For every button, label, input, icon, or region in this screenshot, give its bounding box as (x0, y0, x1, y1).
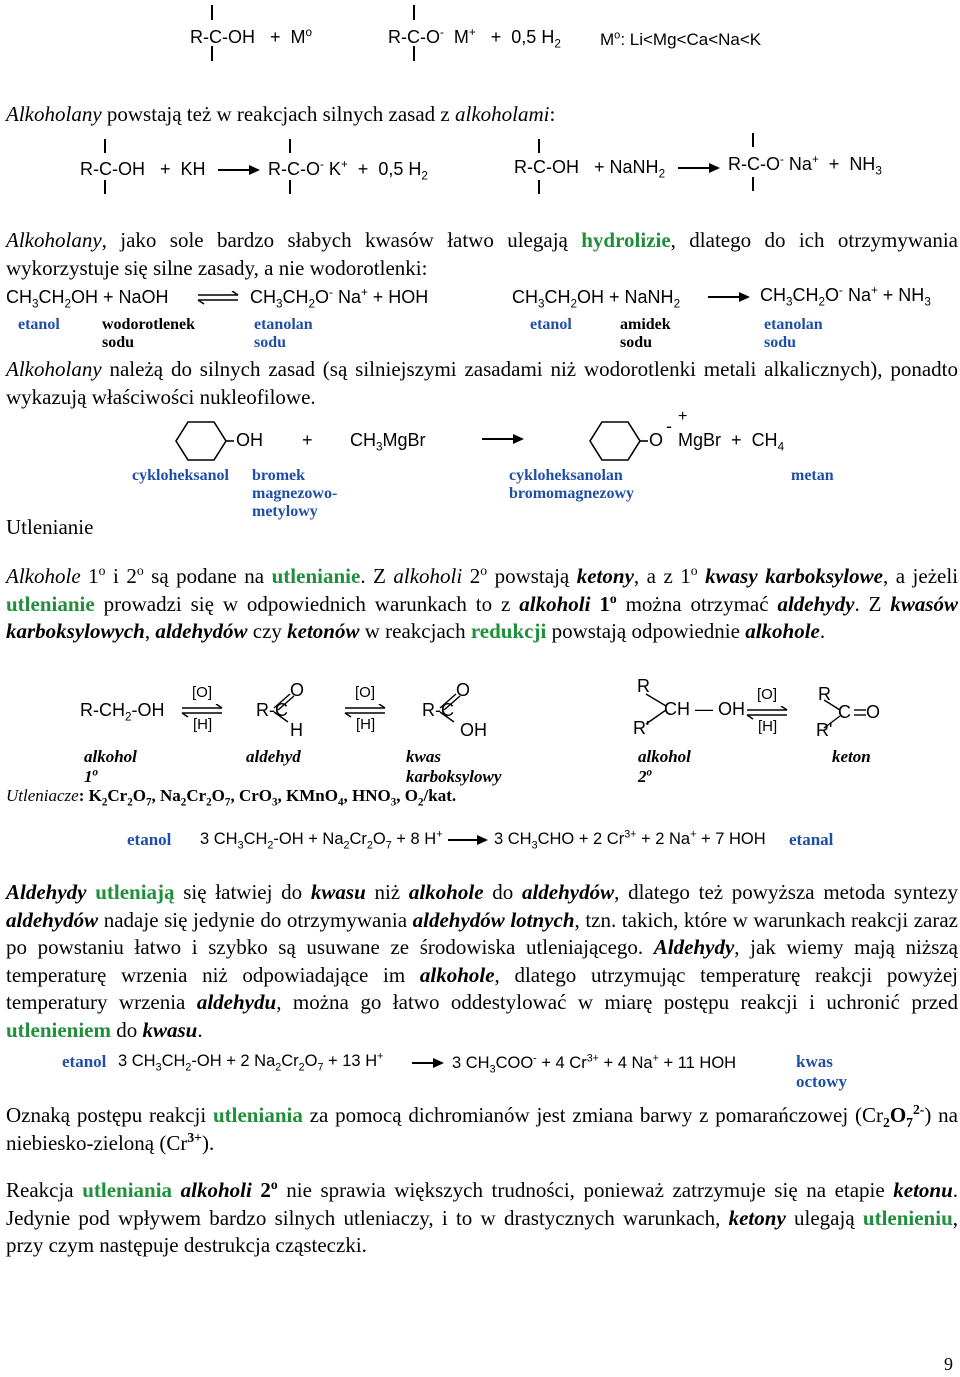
paragraph-oxidation-intro: Alkohole 1$^o$ i 2$^o$ są podane na utlenianie. Z alkoholi 2$^o$ powstają ketony, a z 1$^o$ kwasy karboksylowe, a jeżeli utlenianie prowadzi się w odpowiednich warunkach to z alkoholi 1$^o$ można otrzymać aldehydy. Z kwasów karboksylowych, aldehydów czy ketonów w reakcjach redukcji powstają odpowiednie alkohole. (6, 563, 959, 643)
page-number: 9 (944, 1354, 953, 1374)
cyclohexane-ring-icon (588, 420, 648, 462)
paragraph-hydrolysis: Alkoholany, jako sole bardzo słabych kwasów łatwo ulegają hydrolizie, dlatego do ich otrzymywania wykorzystuje się silne zasady, a nie wodorotlenki: (6, 228, 958, 280)
paragraph-aldehyde-oxidation: Aldehydy utleniają się łatwiej do kwasu niż alkohole do aldehydów, dlatego też powyższa metoda syntezy aldehydów nadaje się jedynie do otrzymywania aldehydów lotnych, tzn. takich, które w warunkach reakcji zaraz po powstaniu łatwo i szybko są usuwane ze środowiska utleniającego. Aldehydy, jak wiemy mają niższą temperaturę wrzenia niż odpowiadające im alkohole, dlatego utrzymując temperaturę reakcji powyżej temperatury wrzenia aldehydu, można go łatwo oddestylować w miarę postępu reakcji i uchronić przed utlenieniem do kwasu. (6, 880, 959, 1042)
reaction-arrow (678, 167, 718, 169)
paragraph-basicity: Alkoholany należą do silnych zasad (są silniejszymi zasadami niż wodorotlenki metali alkalicznych), ponadto wykazują właściwości nukleofilowe. (6, 357, 958, 409)
equilibrium-arrow (196, 291, 242, 305)
reaction-arrow (412, 1062, 442, 1064)
paragraph-secondary-alcohols: Reakcja utleniania alkoholi 2$^o$ nie sprawia większych trudności, ponieważ zatrzymuje się na etapie ketonu. Jedynie pod wpływem bardzo silnych utleniaczy, i to w drastycznych warunkach, ketony ulegają utlenieniu, przy czym następuje destrukcja cząsteczki. (6, 1177, 959, 1257)
reaction-arrow (708, 296, 748, 298)
reaction-arrow (482, 438, 522, 440)
reaction-arrow (218, 169, 258, 171)
reaction-arrow (448, 839, 486, 841)
paragraph-alkoxide-formation: Alkoholany powstają też w reakcjach silnych zasad z alkoholami: (6, 102, 556, 126)
oxidants-line: Utleniacze: $K_2Cr_2O_7$, $Na_2Cr_2O_7$, CrO$_3$, KMnO$_4$, $HNO_3$, $O_2$/kat. (6, 786, 457, 809)
section-heading: Utlenianie (6, 515, 94, 539)
paragraph-color-change: Oznaką postępu reakcji utleniania za pomocą dichromianów jest zmiana barwy z pomarańczowej $(Cr_2O_7^{2-})$ na niebiesko-zieloną $(Cr^{3+})$. (6, 1102, 958, 1155)
cyclohexane-ring-icon (174, 420, 234, 462)
